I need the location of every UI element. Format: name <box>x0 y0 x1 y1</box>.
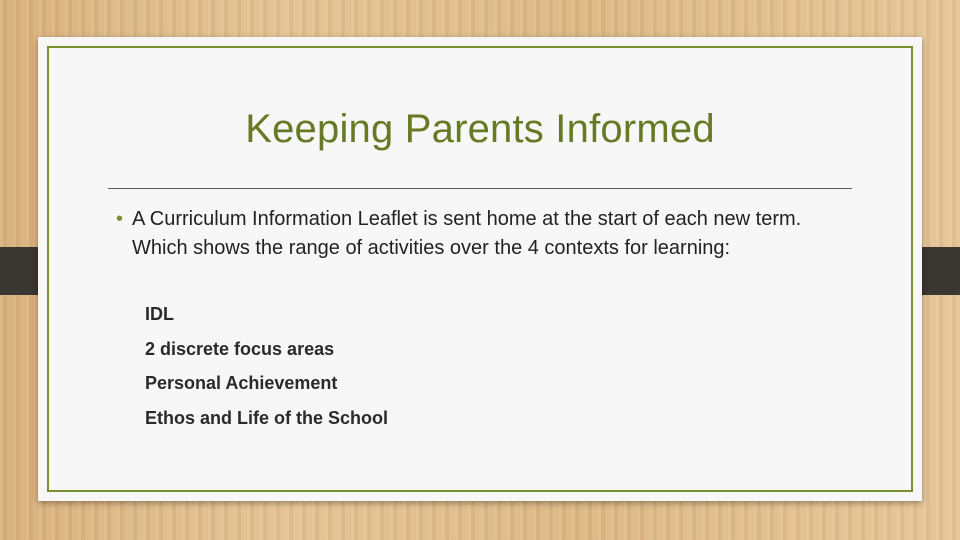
main-bullet <box>116 205 836 263</box>
contexts-list <box>145 303 388 441</box>
title-divider <box>108 188 852 189</box>
slide-title: Keeping Parents Informed <box>245 107 715 151</box>
bullet-dot-icon: • <box>116 208 124 230</box>
context-item-ethos: Ethos and Life of the School <box>145 407 388 428</box>
context-item-focus-areas: 2 discrete focus areas <box>145 338 335 359</box>
slide-paper <box>38 37 922 501</box>
context-item-idl: IDL <box>145 304 174 324</box>
context-item-personal-achievement: Personal Achievement <box>145 373 338 393</box>
bullet-text: A Curriculum Information Leaflet is sent home at the start of each new term. Which shows the range of activities over the 4 contexts for learning: <box>132 208 802 259</box>
